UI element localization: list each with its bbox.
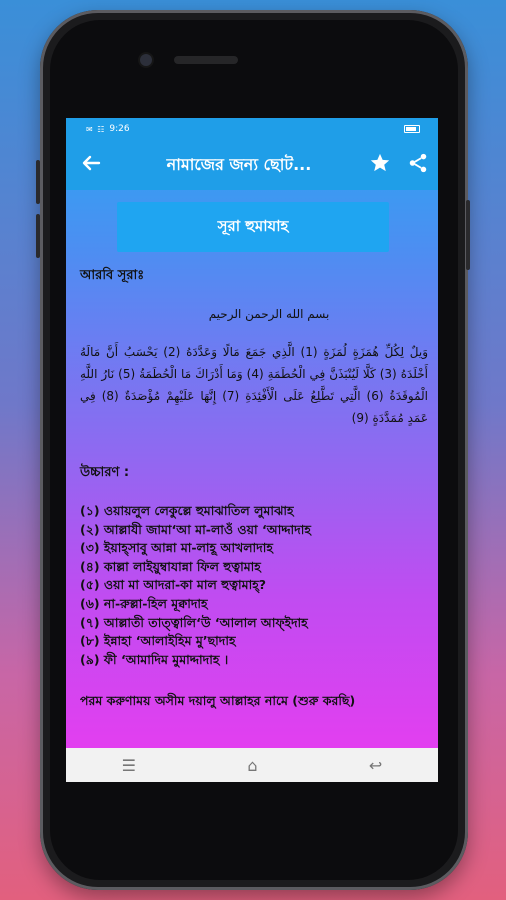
app-bar (66, 140, 438, 190)
list-item: (৬) না-রুল্লা-হিল মূক্বাদাহ (80, 595, 208, 611)
app-screen (66, 118, 438, 782)
list-item: (৭) আল্লাতী তাত্ত্বালি‘উ ‘আলাল আফ্ইদাহ (80, 614, 308, 630)
list-item: (১) ওয়ায়লুল লেকুল্লে হুমাঝাতিল লুমাঝাহ (80, 503, 294, 518)
page-title: নামাজের জন্য ছোট... (166, 154, 312, 174)
earpiece-speaker (174, 56, 238, 64)
system-nav-bar (66, 748, 438, 782)
pronunciation-list (80, 502, 428, 669)
battery-icon (404, 125, 420, 133)
list-item: (৪) কাল্লা লাইয়ুম্বাযান্না ফিল হুত্বামাহ (80, 558, 261, 574)
nav-back-icon[interactable]: ↩ (368, 755, 383, 775)
recent-apps-icon[interactable]: ☰ (121, 755, 137, 775)
sura-title-button[interactable]: সূরা হুমাযাহ (117, 202, 389, 252)
volume-down-button (36, 214, 40, 258)
status-time: 9:26 (109, 124, 130, 134)
arabic-verses: وَيلٌ لِكُلِّ هُمَزَةٍ لُمَزَةٍ (1) الَّذِي جَمَعَ مَالًا وَعَدَّدَهُ (2) يَحْسَبُ أَنَّ مَالَهُ أَخْلَدَهُ (3) كَلَّا لَيُنْبَذَنَّ فِي الْحُطَمَةِ (4) وَمَا أَدْرَاكَ مَا الْحُطَمَةُ (5) نَارُ اللَّهِ الْمُوقَدَةُ (6) الَّتِي تَطَّلِعُ عَلَى الْأَفْئِدَةِ (7) إِنَّهَا عَلَيْهِمْ مُؤْصَدَةٌ (8) فِي عَمَدٍ مُمَدَّدَةٍ (9) (80, 345, 429, 425)
closing-text: পরম করুণাময় অসীম দয়ালু আল্লাহর নামে (শুরু করছি) (80, 693, 356, 709)
list-item: (৩) ইয়াহ্সাবু আন্না মা-লাহূ আখলাদাহ (80, 540, 273, 556)
list-item: (৮) ইন্নাহা ‘আলাইহিম মু’ছাদাহ (80, 633, 236, 649)
share-icon[interactable] (398, 152, 438, 178)
sura-content (80, 266, 428, 710)
back-arrow-icon[interactable] (66, 153, 116, 178)
notification-icons: ✉ ☷ (86, 124, 106, 134)
arabic-heading: আরবি সূরাঃ (80, 268, 145, 283)
volume-up-button (36, 160, 40, 204)
star-icon[interactable] (362, 152, 398, 179)
status-bar (66, 118, 438, 140)
pronunciation-heading: উচ্চারণ : (80, 465, 130, 480)
list-item: (২) আল্লাযী জামা‘আ মা-লাওঁ ওয়া ‘আদ্দাদাহ (80, 521, 311, 537)
list-item: (৫) ওয়া মা আদরা-কা মাল হুত্বামাহ্? (80, 577, 267, 593)
list-item: (৯) ফী ‘আমাদিম মুমাদ্দাদাহ । (80, 651, 229, 667)
power-button (466, 200, 470, 270)
home-icon[interactable]: ⌂ (247, 755, 258, 775)
bismillah-text: بسم الله الرحمن الرحيم (208, 307, 330, 321)
front-camera (140, 54, 152, 66)
